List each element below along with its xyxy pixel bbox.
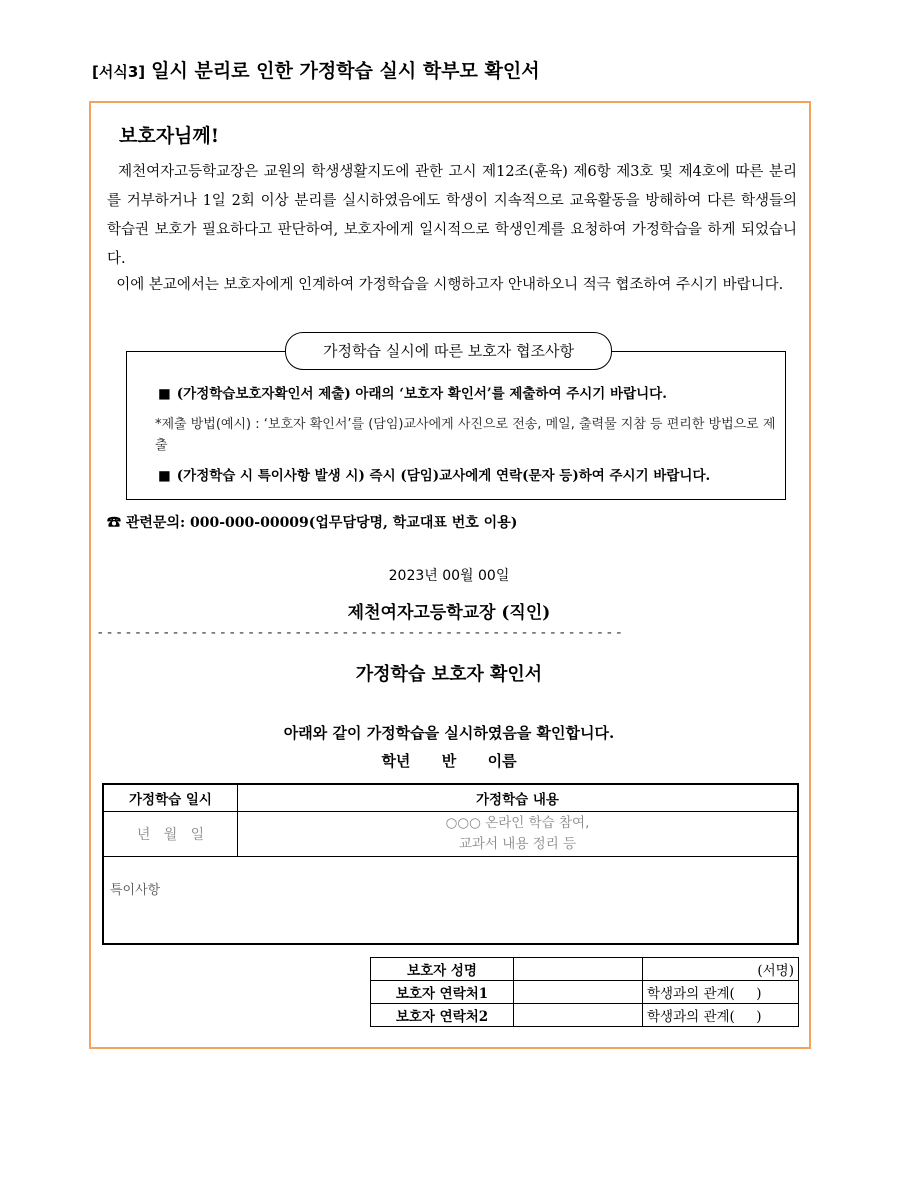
table-row xyxy=(103,812,798,857)
content-line-1: ○○○ 온라인 학습 참여, xyxy=(445,815,590,831)
submission-note: *제출 방법(예시) : ‘보호자 확인서’를 (담임)교사에게 사진으로 전송, 메일, 출력물 지참 등 편리한 방법으로 제출 xyxy=(155,417,776,453)
square-bullet-icon: ■ xyxy=(158,386,171,402)
header-date: 가정학습 일시 xyxy=(103,784,238,812)
square-bullet-icon: ■ xyxy=(158,468,171,484)
table-row xyxy=(371,981,799,1004)
notice-paragraph-1-text: 제천여자고등학교장은 교원의 학생생활지도에 관한 고시 제12조(훈육) 제6항 제3호 및 제4호에 따른 분리를 거부하거나 1일 2회 이상 분리를 실시하였음에도 학생이 지속적으로 교육활동을 방해하여 다른 학생들의 학습권 보호가 필요하다고 판단하여, 보호자에게 일시적으로 학생인계를 요청하여 가정학습을 하게 되었습니다. xyxy=(107,164,798,267)
content-field[interactable] xyxy=(238,812,799,857)
page-title xyxy=(92,56,540,83)
guardian-name-field[interactable] xyxy=(514,958,643,981)
cooperation-item-2 xyxy=(158,464,710,484)
table-row xyxy=(103,857,798,945)
phone-icon: ☎ xyxy=(107,515,121,531)
table-row xyxy=(371,1004,799,1027)
issue-date: 2023년 00월 00일 xyxy=(388,568,510,584)
contact-text: 관련문의: 000-000-00009(업무담당명, 학교대표 번호 이용) xyxy=(125,515,518,531)
guardian-contact1-field[interactable] xyxy=(514,981,643,1004)
relation1-field[interactable]: 학생과의 관계( ) xyxy=(643,981,799,1004)
form-title: 가정학습 보호자 확인서 xyxy=(355,664,543,685)
guardian-name-label: 보호자 성명 xyxy=(371,958,514,981)
notice-paragraph-1 xyxy=(107,158,797,274)
form-number-tag: [서식3] xyxy=(92,63,146,81)
student-info-line: 학년 반 이름 xyxy=(381,752,517,770)
signature-field[interactable]: (서명) xyxy=(643,958,799,981)
table-header-row xyxy=(103,784,798,812)
page-title-text: 일시 분리로 인한 가정학습 실시 학부모 확인서 xyxy=(151,60,540,82)
contact-info xyxy=(107,512,517,532)
notice-paragraph-2 xyxy=(107,271,797,300)
greeting: 보호자님께! xyxy=(119,125,220,147)
cooperation-item-1-text: (가정학습보호자확인서 제출) 아래의 ‘보호자 확인서’를 제출하여 주시기 바랍니다. xyxy=(176,386,667,402)
guardian-contact2-label: 보호자 연락처2 xyxy=(371,1004,514,1027)
table-row xyxy=(371,958,799,981)
header-content: 가정학습 내용 xyxy=(238,784,799,812)
cooperation-item-1 xyxy=(158,382,667,402)
guardian-contact2-field[interactable] xyxy=(514,1004,643,1027)
notes-field[interactable] xyxy=(103,857,798,945)
guardian-signature-table xyxy=(370,957,799,1027)
cut-line: -------------------------------------------------------- xyxy=(96,625,625,641)
date-field[interactable]: 년 월 일 xyxy=(103,812,238,857)
home-study-table xyxy=(102,783,799,945)
notes-label: 특이사항 xyxy=(110,883,161,898)
notice-paragraph-2-text: 이에 본교에서는 보호자에게 인계하여 가정학습을 시행하고자 안내하오니 적극 협조하여 주시기 바랍니다. xyxy=(116,277,784,293)
relation2-field[interactable]: 학생과의 관계( ) xyxy=(643,1004,799,1027)
principal-seal-line: 제천여자고등학교장 (직인) xyxy=(347,603,551,623)
confirm-statement: 아래와 같이 가정학습을 실시하였음을 확인합니다. xyxy=(283,724,615,742)
cooperation-item-2-text: (가정학습 시 특이사항 발생 시) 즉시 (담임)교사에게 연락(문자 등)하여 주시기 바랍니다. xyxy=(176,468,711,484)
cooperation-title: 가정학습 실시에 따른 보호자 협조사항 xyxy=(285,332,612,370)
guardian-contact1-label: 보호자 연락처1 xyxy=(371,981,514,1004)
content-line-2: 교과서 내용 정리 등 xyxy=(458,836,577,852)
